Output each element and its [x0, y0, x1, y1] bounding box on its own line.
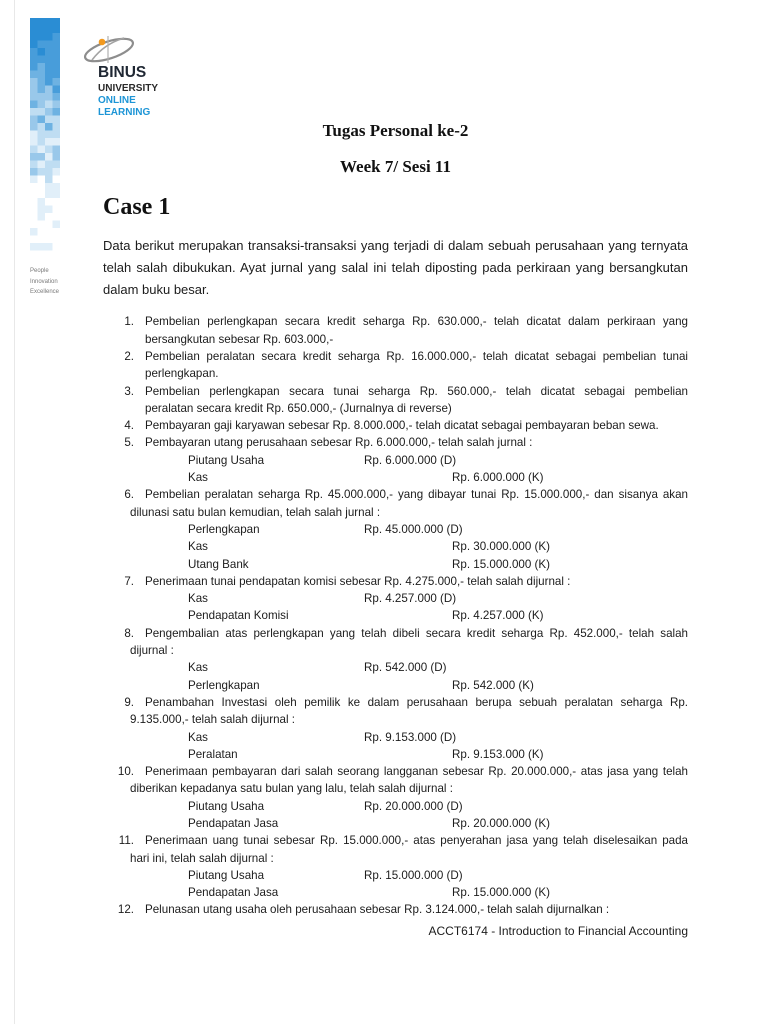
journal-entry-row	[145, 521, 688, 538]
mosaic-tile	[53, 71, 61, 79]
journal-account: Piutang Usaha	[188, 453, 265, 467]
mosaic-tile	[45, 48, 53, 56]
intro-paragraph	[103, 235, 688, 301]
journal-entry-row	[145, 452, 688, 469]
transaction-item	[103, 313, 688, 348]
tagline-people: People	[30, 268, 49, 274]
mosaic-tile	[38, 86, 46, 94]
mosaic-tile	[38, 168, 46, 176]
mosaic-tile	[45, 183, 53, 191]
mosaic-tile	[53, 26, 61, 34]
journal-entry-row	[145, 815, 688, 832]
mosaic-tile	[45, 63, 53, 71]
mosaic-tile	[38, 63, 46, 71]
item-number: 12.	[117, 903, 134, 917]
journal-entry-row	[145, 607, 688, 624]
mosaic-tile	[38, 26, 46, 34]
journal-entry-row	[145, 729, 688, 746]
item-number: 5.	[124, 436, 134, 450]
mosaic-tile	[45, 123, 53, 131]
journal-account: Kas	[188, 592, 208, 606]
item-number: 7.	[124, 574, 134, 588]
transaction-list	[103, 313, 688, 918]
transaction-item	[103, 348, 688, 383]
mosaic-tile	[38, 56, 46, 64]
journal-entry-row	[145, 538, 688, 555]
transaction-item	[103, 832, 688, 901]
mosaic-tile	[38, 71, 46, 79]
mosaic-tile	[38, 93, 46, 101]
mosaic-tile	[30, 228, 38, 236]
mosaic-tile	[30, 48, 38, 56]
item-number: 2.	[124, 349, 134, 363]
case-heading: Case 1	[103, 194, 171, 220]
item-number: 4.	[124, 419, 134, 433]
journal-account: Pendapatan Jasa	[188, 886, 279, 900]
transaction-item	[103, 573, 688, 625]
mosaic-tile	[53, 138, 61, 146]
item-text-line: Pelunasan utang usaha oleh perusahaan sebesar Rp. 3.124.000,- telah salah dijurnalkan :	[145, 903, 610, 917]
item-number: 1.	[124, 315, 134, 329]
mosaic-tile	[38, 161, 46, 169]
item-text-line: perlengkapan.	[145, 367, 219, 381]
journal-account: Kas	[188, 471, 208, 485]
mosaic-tile	[45, 161, 53, 169]
journal-entry-row	[145, 590, 688, 607]
journal-entry-row	[145, 884, 688, 901]
journal-credit-amount: Rp. 542.000 (K)	[452, 678, 534, 692]
mosaic-tile	[38, 78, 46, 86]
item-text-line: peralatan secara kredit Rp. 650.000,- (Jurnalnya di reverse)	[145, 401, 452, 415]
mosaic-tile	[30, 78, 38, 86]
mosaic-tile	[53, 153, 61, 161]
item-text-line: 9.135.000,- telah salah dijurnal :	[130, 713, 296, 727]
mosaic-tile	[45, 56, 53, 64]
mosaic-tile	[30, 33, 38, 41]
transaction-item	[103, 901, 688, 918]
mosaic-tile	[45, 146, 53, 154]
logo-brand-text: BINUS	[98, 64, 147, 81]
journal-account: Perlengkapan	[188, 678, 260, 692]
mosaic-tile	[45, 108, 53, 116]
mosaic-tile	[53, 161, 61, 169]
journal-debit-amount: Rp. 4.257.000 (D)	[364, 592, 457, 606]
journal-debit-amount: Rp. 9.153.000 (D)	[364, 730, 457, 744]
transaction-item	[103, 486, 688, 572]
mosaic-tile	[53, 191, 61, 199]
item-number: 3.	[124, 384, 134, 398]
binus-logo	[78, 30, 170, 122]
mosaic-tile	[53, 56, 61, 64]
mosaic-tile	[30, 56, 38, 64]
journal-entry-row	[145, 469, 688, 486]
mosaic-tile	[38, 243, 46, 251]
mosaic-tile	[53, 221, 61, 229]
mosaic-tile	[53, 78, 61, 86]
logo-learning-text: LEARNING	[98, 106, 151, 118]
transaction-item	[103, 694, 688, 763]
item-text-line: Pembelian perlengkapan secara kredit seharga Rp. 630.000,- telah dicatat dalam perkiraan yang	[145, 315, 688, 329]
mosaic-tile	[38, 123, 46, 131]
mosaic-tile	[38, 131, 46, 139]
tagline-excellence: Excellence	[30, 289, 60, 295]
mosaic-tile	[53, 168, 61, 176]
mosaic-tile	[53, 116, 61, 124]
item-text-line: Pembelian peralatan secara kredit seharga Rp. 16.000.000,- telah dicatat sebagai pembelian tunai	[145, 349, 688, 363]
item-number: 10.	[117, 765, 134, 779]
mosaic-tile	[45, 78, 53, 86]
intro-line: dalam buku besar.	[103, 282, 210, 297]
intro-line: telah salah dibukukan. Ayat jurnal yang salal ini telah diposting pada perkiraan yang bersangkutan	[103, 260, 688, 275]
mosaic-tile	[45, 206, 53, 214]
mosaic-tile	[38, 213, 46, 221]
transaction-item	[103, 434, 688, 486]
mosaic-tile	[53, 101, 61, 109]
journal-debit-amount: Rp. 15.000.000 (D)	[364, 868, 463, 882]
mosaic-tile	[45, 41, 53, 49]
mosaic-tile	[30, 18, 38, 26]
mosaic-tile	[38, 41, 46, 49]
journal-credit-amount: Rp. 30.000.000 (K)	[452, 540, 550, 554]
logo-university-text: UNIVERSITY	[98, 82, 159, 94]
mosaic-tile	[45, 153, 53, 161]
journal-credit-amount: Rp. 4.257.000 (K)	[452, 609, 544, 623]
mosaic-tile	[38, 198, 46, 206]
item-text-line: Penambahan Investasi oleh pemilik ke dalam perusahaan berupa sebuah peralatan seharga Rp.	[145, 695, 688, 709]
mosaic-tile	[30, 41, 38, 49]
mosaic-tile	[53, 183, 61, 191]
mosaic-tile	[45, 26, 53, 34]
mosaic-tile	[38, 116, 46, 124]
journal-credit-amount: Rp. 15.000.000 (K)	[452, 886, 550, 900]
document-subtitle: Week 7/ Sesi 11	[340, 157, 451, 176]
item-number: 11.	[118, 834, 134, 848]
item-text-line: Pembayaran gaji karyawan sebesar Rp. 8.000.000,- telah dicatat sebagai pembayaran beban sewa.	[145, 419, 659, 433]
mosaic-tile	[38, 48, 46, 56]
logo-online-text: ONLINE	[98, 94, 136, 106]
journal-debit-amount: Rp. 45.000.000 (D)	[364, 522, 463, 536]
journal-credit-amount: Rp. 15.000.000 (K)	[452, 557, 550, 571]
mosaic-tile	[45, 176, 53, 184]
journal-entry-row	[145, 659, 688, 676]
decorative-mosaic-strip	[30, 18, 60, 266]
journal-credit-amount: Rp. 20.000.000 (K)	[452, 817, 550, 830]
journal-entry-row	[145, 746, 688, 763]
journal-debit-amount: Rp. 20.000.000 (D)	[364, 799, 463, 813]
item-text-line: Pengembalian atas perlengkapan yang telah dibeli secara kredit seharga Rp. 452.000,- telah salah	[145, 626, 688, 640]
mosaic-tile	[38, 153, 46, 161]
journal-account: Piutang Usaha	[188, 868, 265, 882]
item-text-line: diberikan kepadanya satu bulan yang lalu, telah salah dijurnal :	[130, 782, 453, 796]
mosaic-tile	[53, 63, 61, 71]
item-text-line: Pembelian perlengkapan secara tunai seharga Rp. 560.000,- telah dicatat sebagai pembelian	[145, 384, 688, 398]
journal-entry-row	[145, 867, 688, 884]
item-number: 8.	[124, 626, 134, 640]
mosaic-tile	[30, 176, 38, 184]
mosaic-tile	[30, 93, 38, 101]
mosaic-tile	[45, 86, 53, 94]
mosaic-tile	[38, 101, 46, 109]
mosaic-tile	[38, 108, 46, 116]
mosaic-tile	[53, 86, 61, 94]
mosaic-tile	[45, 168, 53, 176]
mosaic-tile	[45, 116, 53, 124]
mosaic-tile	[45, 33, 53, 41]
journal-account: Kas	[188, 540, 208, 554]
mosaic-tile	[30, 131, 38, 139]
journal-account: Pendapatan Komisi	[188, 609, 289, 623]
mosaic-tile	[30, 243, 38, 251]
mosaic-tile	[30, 153, 38, 161]
item-number: 9.	[124, 695, 134, 709]
mosaic-tile	[45, 131, 53, 139]
mosaic-tile	[38, 138, 46, 146]
item-text-line: Penerimaan uang tunai sebesar Rp. 15.000.000,- atas penyerahan jasa yang telah diselesaikan pada	[145, 834, 688, 848]
mosaic-tile	[30, 123, 38, 131]
journal-debit-amount: Rp. 6.000.000 (D)	[364, 453, 457, 467]
mosaic-tile	[53, 108, 61, 116]
mosaic-tile	[53, 41, 61, 49]
mosaic-tile	[53, 33, 61, 41]
transaction-item	[103, 383, 688, 418]
mosaic-tile	[30, 86, 38, 94]
tagline-innovation: Innovation	[30, 278, 58, 285]
item-text-line: dijurnal :	[130, 644, 174, 658]
binus-logo-icon	[78, 30, 140, 68]
journal-account: Piutang Usaha	[188, 799, 265, 813]
journal-account: Utang Bank	[188, 557, 249, 571]
item-text-line: Penerimaan pembayaran dari salah seorang langganan sebesar Rp. 20.000.000,- atas jasa yang telah	[145, 765, 688, 779]
mosaic-tile	[30, 146, 38, 154]
journal-account: Pendapatan Jasa	[188, 817, 279, 830]
item-text-line: hari ini, telah salah dijurnal :	[130, 851, 274, 865]
mosaic-tile	[38, 33, 46, 41]
journal-debit-amount: Rp. 542.000 (D)	[364, 661, 447, 675]
mosaic-tile	[30, 161, 38, 169]
mosaic-tile	[53, 146, 61, 154]
mosaic-tile	[30, 63, 38, 71]
mosaic-tile	[53, 18, 61, 26]
item-text-line: Pembelian peralatan seharga Rp. 45.000.000,- yang dibayar tunai Rp. 15.000.000,- dan sisanya akan	[145, 488, 688, 502]
journal-entry-row	[145, 556, 688, 573]
mosaic-tile	[45, 71, 53, 79]
journal-credit-amount: Rp. 9.153.000 (K)	[452, 747, 544, 761]
journal-credit-amount: Rp. 6.000.000 (K)	[452, 471, 544, 485]
mosaic-tile	[45, 243, 53, 251]
journal-account: Peralatan	[188, 747, 238, 761]
brand-tagline	[30, 266, 59, 298]
mosaic-tile	[38, 146, 46, 154]
journal-entry-row	[145, 798, 688, 815]
transaction-item	[103, 625, 688, 694]
mosaic-tile	[38, 206, 46, 214]
mosaic-tile	[30, 108, 38, 116]
course-footer: ACCT6174 - Introduction to Financial Accounting	[428, 924, 688, 938]
intro-line: Data berikut merupakan transaksi-transaksi yang terjadi di dalam sebuah perusahaan yang ternyata	[103, 238, 688, 253]
journal-account: Perlengkapan	[188, 522, 260, 536]
mosaic-tile	[45, 101, 53, 109]
item-text-line: dilunasi satu bulan kemudian, telah salah jurnal :	[130, 505, 381, 519]
mosaic-tile	[45, 18, 53, 26]
transaction-item	[103, 417, 688, 434]
mosaic-tile	[53, 48, 61, 56]
mosaic-tile	[53, 131, 61, 139]
document-title: Tugas Personal ke-2	[322, 121, 469, 140]
mosaic-tile	[30, 101, 38, 109]
mosaic-tile	[30, 116, 38, 124]
page-edge-line	[14, 0, 15, 1024]
mosaic-tile	[30, 138, 38, 146]
item-number: 6.	[124, 488, 134, 502]
mosaic-tile	[30, 71, 38, 79]
transaction-item	[103, 763, 688, 832]
mosaic-tile	[45, 191, 53, 199]
mosaic-tile	[30, 168, 38, 176]
item-text-line: Pembayaran utang perusahaan sebesar Rp. 6.000.000,- telah salah jurnal :	[145, 436, 533, 450]
mosaic-tile	[30, 26, 38, 34]
mosaic-tile	[45, 93, 53, 101]
journal-entry-row	[145, 677, 688, 694]
item-text-line: Penerimaan tunai pendapatan komisi sebesar Rp. 4.275.000,- telah salah dijurnal :	[145, 574, 571, 588]
item-text-line: bersangkutan sebesar Rp. 603.000,-	[145, 332, 334, 346]
journal-account: Kas	[188, 661, 208, 675]
mosaic-tile	[53, 93, 61, 101]
mosaic-tile	[53, 123, 61, 131]
journal-account: Kas	[188, 730, 208, 744]
mosaic-tile	[38, 18, 46, 26]
mosaic-tile	[45, 138, 53, 146]
